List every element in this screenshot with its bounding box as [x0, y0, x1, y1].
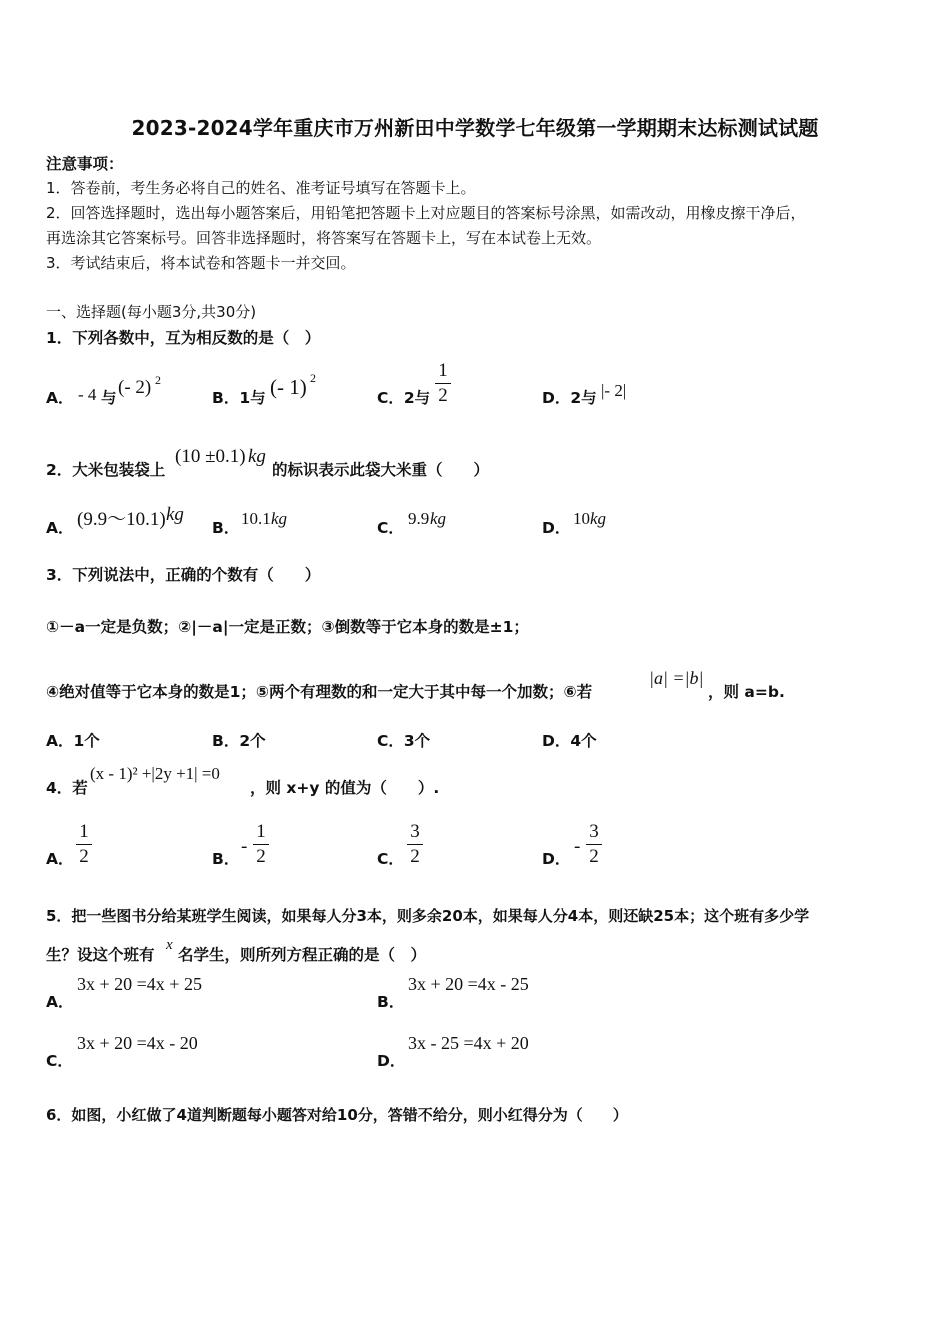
q4-stem-post: ，则 x+y 的值为（ ）.	[250, 779, 440, 797]
q1-option-a-expr: - 4	[78, 385, 97, 404]
q1-option-c-label: C．2与	[377, 389, 431, 407]
notice-item: 再选涂其它答案标号。回答非选择题时，将答案写在答题卡上，写在本试卷上无效。	[46, 229, 602, 247]
q2-option-b-expr: 10.1	[241, 509, 271, 528]
q5-option-a-label: A．	[46, 993, 74, 1011]
q2-option-a-unit: kg	[166, 504, 184, 525]
fraction-denominator: 2	[256, 846, 266, 867]
q2-option-b-unit: kg	[271, 509, 288, 528]
q4-option-c-label: C．	[377, 850, 404, 868]
q5-option-c-expr: 3x + 20 =4x - 20	[77, 1033, 198, 1053]
q5-stem-line2-post: 名学生，则所列方程正确的是（ ）	[178, 946, 427, 964]
page-title: 2023-2024学年重庆市万州新田中学数学七年级第一学期期末达标测试试题	[131, 116, 819, 140]
fraction-denominator: 2	[438, 385, 448, 406]
q4-option-a-label: A．	[46, 850, 74, 868]
q5-option-d-label: D．	[377, 1052, 406, 1070]
q1-option-d-expr: |- 2|	[601, 381, 627, 400]
fraction-denominator: 2	[589, 846, 599, 867]
q2-option-d-label: D．	[542, 519, 571, 537]
q4-option-b-sign: -	[241, 836, 248, 857]
q2-option-d-unit: kg	[590, 509, 607, 528]
fraction-bar	[407, 844, 423, 845]
q4-stem-pre: 4．若	[46, 779, 88, 797]
q5-stem-line2-pre: 生？设这个班有	[46, 946, 155, 964]
q5-option-d-expr: 3x - 25 =4x + 20	[408, 1033, 529, 1053]
notice-heading: 注意事项：	[46, 155, 124, 173]
q3-statements-line2: ④绝对值等于它本身的数是1；⑤两个有理数的和一定大于其中每一个加数；⑥若	[46, 683, 593, 701]
q2-option-c-expr: 9.9	[408, 509, 430, 528]
section-heading: 一、选择题(每小题3分,共30分)	[46, 303, 257, 321]
q1-option-a-label: A．	[46, 389, 74, 407]
q1-option-b-expr: (- 1)	[270, 375, 307, 399]
q1-option-a-sup: 2	[155, 373, 161, 387]
q4-option-a-fraction	[76, 821, 92, 868]
q4-option-b-fraction	[253, 821, 269, 868]
q4-option-c-fraction	[407, 821, 423, 868]
q1-option-d-label: D．2与	[542, 389, 597, 407]
q1-option-b-sup: 2	[310, 371, 316, 385]
fraction-bar	[76, 844, 92, 845]
q1-option-a-mid: 与	[101, 389, 117, 407]
q1-option-c-fraction	[435, 360, 451, 407]
q2-option-a-expr: (9.9～10.1)	[77, 509, 166, 530]
fraction-bar	[253, 844, 269, 845]
q5-option-c-label: C．	[46, 1052, 73, 1070]
q2-option-a-label: A．	[46, 519, 74, 537]
fraction-numerator: 1	[79, 821, 89, 842]
q3-option-a: A．1个	[46, 732, 100, 750]
question-1-stem: 1．下列各数中，互为相反数的是（ ）	[46, 329, 321, 347]
fraction-numerator: 3	[410, 821, 420, 842]
q2-stem-unit: kg	[248, 446, 266, 467]
q2-stem-pre: 2．大米包装袋上	[46, 461, 166, 479]
q1-option-a-expr2: (- 2)	[118, 377, 152, 398]
q4-option-d-sign: -	[574, 836, 581, 857]
q4-option-b-label: B．	[212, 850, 240, 868]
fraction-denominator: 2	[79, 846, 89, 867]
q5-option-b-expr: 3x + 20 =4x - 25	[408, 974, 529, 994]
fraction-denominator: 2	[410, 846, 420, 867]
q5-stem-variable: x	[166, 937, 173, 953]
q2-option-d-expr: 10	[573, 509, 590, 528]
q2-option-c-label: C．	[377, 519, 404, 537]
q5-option-a-expr: 3x + 20 =4x + 25	[77, 974, 202, 994]
q2-option-b-label: B．	[212, 519, 240, 537]
q4-stem-expr: (x - 1)² +|2y +1| =0	[90, 764, 220, 783]
question-3-stem: 3．下列说法中，正确的个数有（ ）	[46, 566, 321, 584]
question-6-stem: 6．如图，小红做了4道判断题每小题答对给10分，答错不给分，则小红得分为（ ）	[46, 1106, 628, 1124]
q3-statements-line1: ①－a一定是负数；②|－a|一定是正数；③倒数等于它本身的数是±1；	[46, 618, 529, 636]
fraction-numerator: 3	[589, 821, 599, 842]
q2-stem-post: 的标识表示此袋大米重（ ）	[272, 461, 490, 479]
q3-statements-line2-end: ，则 a=b.	[708, 683, 785, 701]
q3-option-c: C．3个	[377, 732, 431, 750]
fraction-numerator: 1	[256, 821, 266, 842]
fraction-bar	[435, 383, 451, 384]
fraction-numerator: 1	[438, 360, 448, 381]
q3-condition-expr: |a| =|b|	[649, 668, 704, 688]
notice-item: 3．考试结束后，将本试卷和答题卡一并交回。	[46, 254, 356, 272]
fraction-bar	[586, 844, 602, 845]
q3-option-b: B．2个	[212, 732, 266, 750]
q2-option-c-unit: kg	[430, 509, 447, 528]
notice-item: 2．回答选择题时，选出每小题答案后，用铅笔把答题卡上对应题目的答案标号涂黑，如需改动，用橡皮擦干净后，	[46, 204, 806, 222]
q4-option-d-fraction	[586, 821, 602, 868]
q2-stem-expr: (10 ±0.1)	[175, 446, 246, 467]
q4-option-d-label: D．	[542, 850, 571, 868]
notice-item: 1．答卷前，考生务必将自己的姓名、准考证号填写在答题卡上。	[46, 179, 476, 197]
q3-option-d: D．4个	[542, 732, 597, 750]
question-5-stem-line1: 5．把一些图书分给某班学生阅读，如果每人分3本，则多余20本，如果每人分4本，则还缺25本；这个班有多少学	[46, 907, 810, 925]
q1-option-b-label: B．1与	[212, 389, 266, 407]
q5-option-b-label: B．	[377, 993, 405, 1011]
